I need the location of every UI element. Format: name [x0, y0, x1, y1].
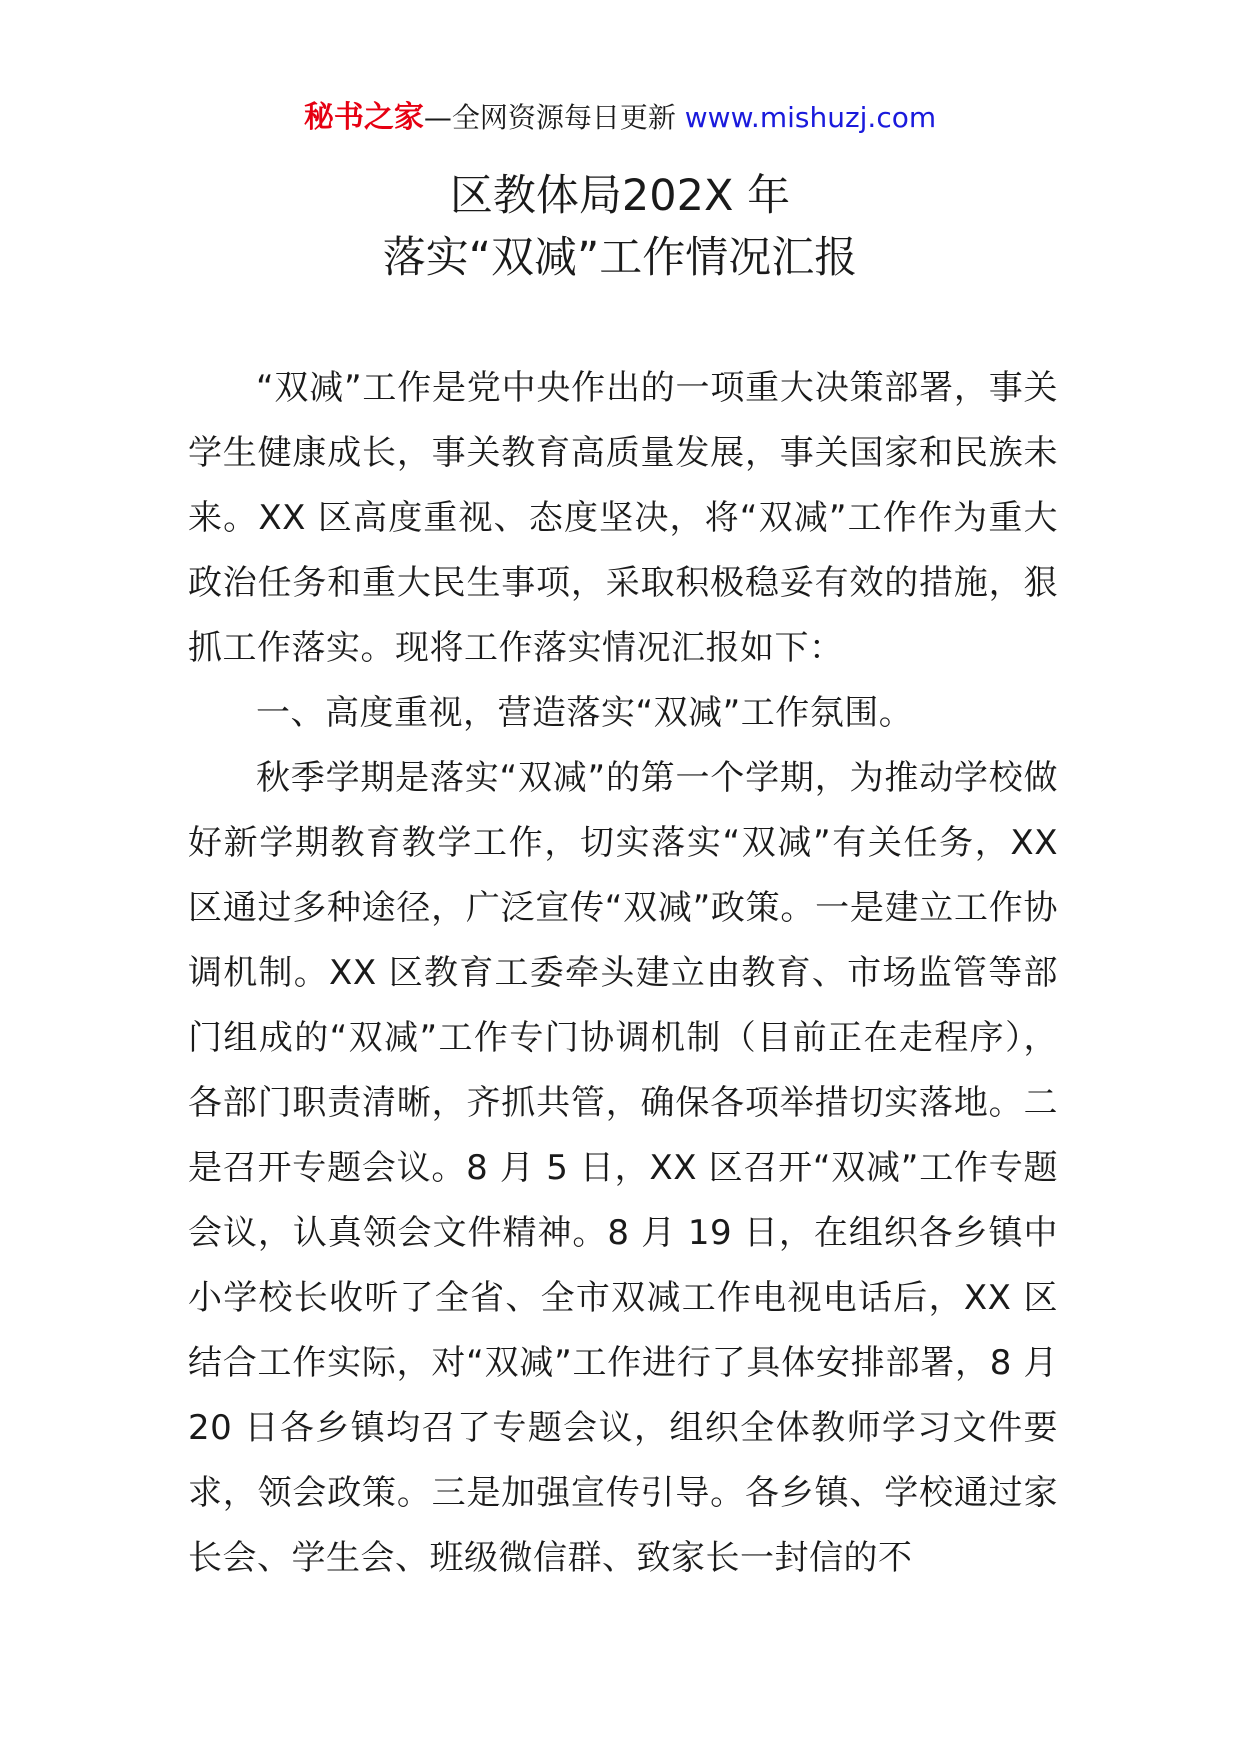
intro-paragraph: “双减”工作是党中央作出的一项重大决策部署，事关学生健康成长，事关教育高质量发展，事关国家和民族未来。XX 区高度重视、态度坚决，将“双减”工作作为重大政治任务和重大民生事项，采取积极稳妥有效的措施，狠抓工作落实。现将工作落实情况汇报如下：	[188, 368, 1058, 668]
document-body	[188, 356, 1058, 1591]
site-header	[0, 98, 1240, 138]
section-heading-1: 一、高度重视，营造落实“双减”工作氛围。	[256, 693, 914, 733]
site-url-link[interactable]: www.mishuzj.com	[684, 101, 937, 134]
document-title-line-2: 落实“双减”工作情况汇报	[382, 233, 858, 283]
header-dash: —	[423, 101, 452, 134]
document-title-line-1: 区教体局202X 年	[449, 171, 791, 221]
header-tagline: 全网资源每日更新	[451, 101, 685, 134]
body-paragraph: 秋季学期是落实“双减”的第一个学期，为推动学校做好新学期教育教学工作，切实落实“双减”有关任务，XX 区通过多种途径，广泛宣传“双减”政策。一是建立工作协调机制。XX 区教育工委牵头建立由教育、市场监管等部门组成的“双减”工作专门协调机制（目前正在走程序），各部门职责清晰，齐抓共管，确保各项举措切实落地。二是召开专题会议。8 月 5 日，XX 区召开“双减”工作专题会议，认真领会文件精神。8 月 19 日，在组织各乡镇中小学校长收听了全省、全市双减工作电视电话后，XX 区结合工作实际，对“双减”工作进行了具体安排部署，8 月 20 日各乡镇均召了专题会议，组织全体教师学习文件要求，领会政策。三是加强宣传引导。各乡镇、学校通过家长会、学生会、班级微信群、致家长一封信的不	[188, 758, 1058, 1578]
site-brand: 秘书之家	[303, 100, 424, 135]
